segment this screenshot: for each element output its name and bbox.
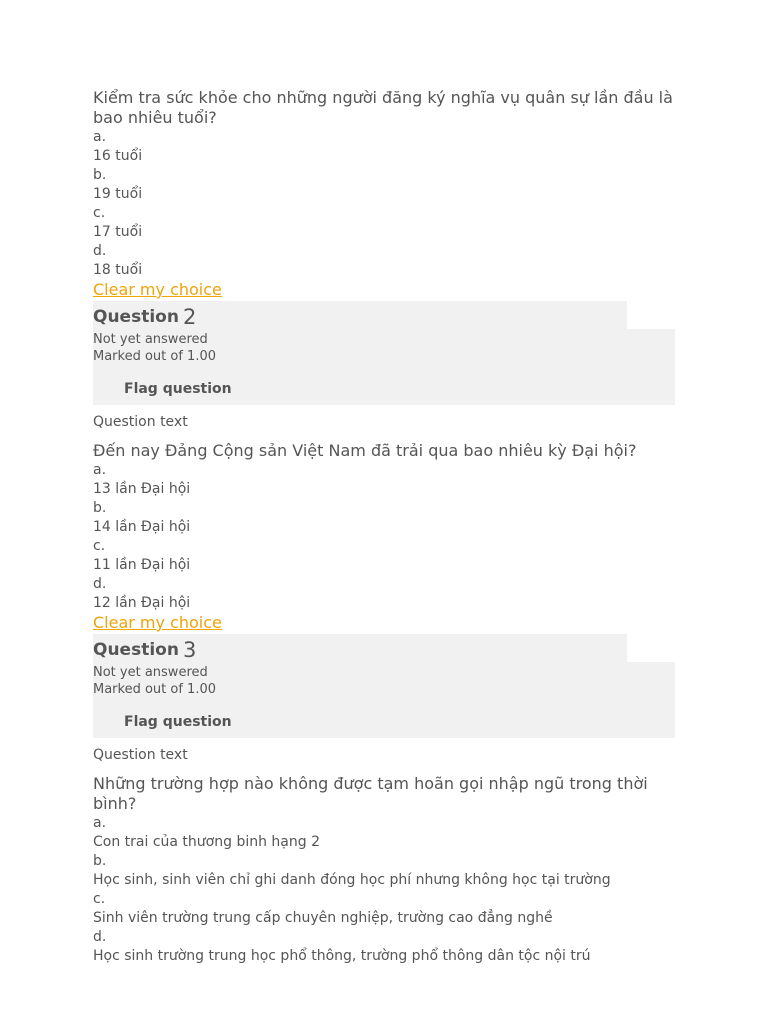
question-grade: Marked out of 1.00: [93, 349, 217, 364]
option-d-letter: d.: [93, 929, 107, 945]
option-a-text[interactable]: Con trai của thương binh hạng 2: [93, 834, 320, 850]
option-d-text[interactable]: 18 tuổi: [93, 262, 143, 278]
answer-list: [93, 814, 675, 966]
option-a-letter: a.: [93, 129, 107, 145]
question-text-label: Question text: [93, 747, 188, 763]
option-c-letter: c.: [93, 891, 106, 907]
question-info: [93, 634, 675, 738]
quiz-page: [93, 88, 675, 966]
question-1: [93, 88, 675, 300]
question-number: 2: [182, 305, 197, 329]
question-grade: Marked out of 1.00: [93, 682, 217, 697]
option-a-letter: a.: [93, 815, 107, 831]
question-2: [93, 301, 675, 633]
answer-list: [93, 128, 675, 280]
option-a-letter: a.: [93, 462, 107, 478]
option-d-letter: d.: [93, 243, 107, 259]
option-b-letter: b.: [93, 167, 107, 183]
clear-choice-link[interactable]: Clear my choice: [93, 280, 222, 299]
option-d-text[interactable]: 12 lần Đại hội: [93, 595, 191, 611]
option-b-text[interactable]: 14 lần Đại hội: [93, 519, 191, 535]
question-state: Not yet answered: [93, 332, 208, 347]
option-d-text[interactable]: Học sinh trường trung học phổ thông, trường phổ thông dân tộc nội trú: [93, 948, 591, 964]
question-info: [93, 301, 675, 405]
option-b-letter: b.: [93, 853, 107, 869]
question-label: Question: [93, 640, 179, 660]
question-meta: [93, 662, 675, 738]
option-c-text[interactable]: 11 lần Đại hội: [93, 557, 191, 573]
question-3: [93, 634, 675, 966]
clear-choice-link[interactable]: Clear my choice: [93, 613, 222, 632]
question-text-label: Question text: [93, 414, 188, 430]
question-2-text: Đến nay Đảng Cộng sản Việt Nam đã trải qua bao nhiêu kỳ Đại hội?: [93, 441, 637, 460]
question-3-text: Những trường hợp nào không được tạm hoãn gọi nhập ngũ trong thời bình?: [93, 774, 648, 813]
option-b-text[interactable]: 19 tuổi: [93, 186, 143, 202]
question-number: 3: [182, 638, 197, 662]
option-b-letter: b.: [93, 500, 107, 516]
option-a-text[interactable]: 13 lần Đại hội: [93, 481, 191, 497]
question-label: Question: [93, 307, 179, 327]
option-d-letter: d.: [93, 576, 107, 592]
question-1-text: Kiểm tra sức khỏe cho những người đăng ký nghĩa vụ quân sự lần đầu là bao nhiêu tuổi?: [93, 88, 673, 127]
flag-question-button[interactable]: Flag question: [124, 714, 232, 730]
flag-question-button[interactable]: Flag question: [124, 381, 232, 397]
question-meta: [93, 329, 675, 405]
option-c-text[interactable]: Sinh viên trường trung cấp chuyên nghiệp, trường cao đẳng nghề: [93, 910, 553, 926]
option-c-text[interactable]: 17 tuổi: [93, 224, 143, 240]
option-a-text[interactable]: 16 tuổi: [93, 148, 143, 164]
option-c-letter: c.: [93, 205, 106, 221]
answer-list: [93, 461, 675, 613]
option-c-letter: c.: [93, 538, 106, 554]
option-b-text[interactable]: Học sinh, sinh viên chỉ ghi danh đóng học phí nhưng không học tại trường: [93, 872, 611, 888]
question-header: [93, 634, 627, 662]
question-header: [93, 301, 627, 329]
question-state: Not yet answered: [93, 665, 208, 680]
